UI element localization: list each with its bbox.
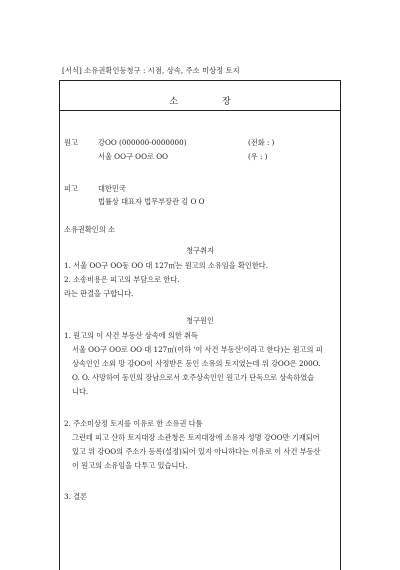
title-divider (60, 110, 340, 111)
claim-closing: 라는 판결을 구합니다. (64, 289, 134, 298)
cause-point-line: 서울 OO구 OO로 OO 대 127㎡(이하 '이 사건 부동산'이라고 한다)는 원고의 피 (72, 345, 323, 354)
plaintiff-name-id: 강OO (000000-0000000) (98, 138, 187, 147)
cause-point-line: 그런데 피고 산하 토지대장 소관청은 토지대장에 소유자 성명 강OO만 기재되어 (72, 433, 320, 442)
cause-heading: 청구원인 (186, 316, 214, 325)
defendant-name: 대한민국 (98, 184, 126, 193)
form-header-label: [서식] 소유권확인등청구 : 시점, 상속, 주소 미상정 토지 (62, 66, 240, 75)
defendant-representative: 법률상 대표자 법무부장관 김 O O (98, 197, 205, 206)
claim-item: 2. 소송비용은 피고의 부담으로 한다. (64, 275, 180, 284)
cause-point-title: 3. 결론 (64, 492, 88, 501)
defendant-role-label: 피고 (64, 184, 78, 193)
cause-point-line: O. O. 사망하여 동인의 장남으로서 호주상속인인 원고가 단독으로 상속하였습 (72, 373, 315, 382)
cause-point-line: 이 원고의 소유임을 다투고 있습니다. (72, 461, 188, 470)
plaintiff-role-label: 원고 (64, 138, 78, 147)
document-frame (59, 80, 341, 570)
plaintiff-phone-label: (전화 : ) (248, 138, 275, 147)
case-name: 소유권확인의 소 (64, 225, 115, 234)
claim-item: 1. 서울 OO구 OO동 OO 대 127㎡는 원고의 소유임을 확인한다. (64, 261, 269, 270)
cause-point-line: 있고 위 강OO의 주소가 등록(설정)되어 있지 아니하다는 이유로 이 사건 부동산 (72, 447, 321, 456)
document-title: 소장 (169, 97, 275, 107)
plaintiff-address: 서울 OO구 OO로 OO (98, 152, 168, 161)
claim-heading: 청구취지 (186, 246, 214, 255)
cause-point-line: 상속인인 소외 망 강OO이 사정받은 동인 소유의 토지였는데 위 강OO은 200O. (72, 359, 321, 368)
plaintiff-postcode-label: (우 : ) (248, 152, 268, 161)
cause-point-title: 2. 주소미상정 토지를 이유로 한 소유권 다툼 (64, 419, 203, 428)
cause-point-line: 니다. (72, 387, 89, 396)
cause-point-title: 1. 원고의 이 사건 부동산 상속에 의한 취득 (64, 331, 198, 340)
